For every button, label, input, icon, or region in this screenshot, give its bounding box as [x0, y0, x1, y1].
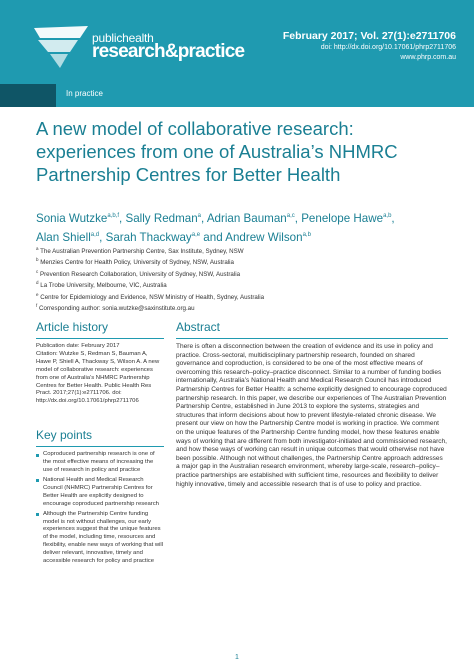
affiliation-item	[36, 291, 456, 302]
author-affil-sup: a,d	[90, 231, 100, 238]
right-column	[176, 320, 448, 489]
author-name: Adrian Bauman	[206, 211, 287, 225]
article-history-heading: Article history	[36, 320, 164, 339]
page-number: 1	[235, 654, 239, 661]
journal-logo-icon	[30, 22, 90, 70]
author-affil-sup: a,c	[286, 213, 295, 219]
issue-citation: February 2017; Vol. 27(1):e2711706	[282, 30, 456, 42]
affiliation-sup: d	[36, 280, 39, 286]
citation-block	[283, 30, 456, 63]
left-column	[36, 320, 164, 568]
section-tab-label: In practice	[66, 89, 103, 98]
affiliation-sup: e	[36, 291, 39, 297]
author-name: Andrew Wilson	[225, 230, 303, 244]
affiliation-item	[36, 256, 456, 267]
logo-text-line1: publichealth	[92, 31, 154, 45]
author-list	[36, 208, 456, 246]
author-separator: ,	[391, 211, 395, 225]
author-name: Alan Shiell	[36, 230, 91, 244]
affiliation-item	[36, 302, 456, 313]
affiliation-sup: a	[36, 246, 39, 251]
title-line: experiences from one of Australia’s NHMRC	[36, 141, 398, 162]
affiliation-sup: b	[36, 257, 39, 263]
article-title	[36, 117, 456, 186]
affiliation-text: Prevention Research Collaboration, University of Sydney, NSW, Australia	[39, 271, 241, 278]
key-point-item: Although the Partnership Centre funding model is not without challenges, our early experiences suggest that the unique features of the model, including time, resources and flexibility, enable new ways of working that will deliver relevant, innovative, timely and accessible research for policy and practice	[36, 511, 164, 566]
author-separator: and	[200, 230, 226, 244]
author-separator: ,	[119, 211, 126, 225]
doi-link[interactable]: doi: http://dx.doi.org/10.17061/phrp2711706	[320, 44, 456, 51]
affiliation-sup: f	[36, 303, 38, 309]
abstract-text: There is often a disconnection between the creation of evidence and its use in policy and practice. Cross-sectoral, multidisciplinary partnership research, founded on shared governance and coproduction, is considered to be one of the most effective means of overcoming this research–policy–practice disconnect. Similar to a number of funding bodies internationally, Australia’s National Health and Medical Research Council has introduced Partnership Centres for Better Health: a scheme explicitly designed to encourage coproduced partnership research. In this paper, we describe our experiences of The Australian Prevention Partnership Centre, established in June 2013 to explore the systems, strategies and structures that inform decisions about how to prevent lifestyle-related chronic disease. We present our view on how the Partnership Centre model is working in practice. We comment on the unique features of the Partnership Centre funding model, how these features enable ways of working that are different from both investigator-initiated and commissioned research, and how these ways of working can result in unique outcomes that would otherwise not have been possible. Although not without challenges, the Partnership Centre approach addresses a major gap in the Australian research environment, whereby large-scale, research–policy–practice partnerships are established with sufficient time, resources and flexibility to deliver highly innovative, timely and accessible research that is of use to policy and practice.	[176, 343, 447, 488]
key-point-item: National Health and Medical Research Council (NHMRC) Partnership Centres for Better Health are explicitly designed to encourage coproduced partnership research	[36, 477, 164, 509]
author-affil-sup: a,b	[383, 213, 392, 219]
author-separator: ,	[99, 230, 106, 244]
author-separator: ,	[294, 211, 302, 225]
affiliation-item	[36, 245, 456, 256]
journal-logo	[30, 22, 245, 72]
affiliation-sup: c	[36, 268, 39, 274]
author-affil-sup: a	[197, 213, 201, 219]
affiliation-text: Menzies Centre for Health Policy, University of Sydney, NSW, Australia	[40, 259, 234, 267]
author-affil-sup: a,b,f	[107, 213, 120, 219]
website-link[interactable]: www.phrp.com.au	[400, 54, 456, 61]
key-points-heading: Key points	[36, 428, 164, 447]
affiliation-item	[36, 268, 456, 279]
author-separator: ,	[201, 211, 207, 225]
affiliation-text: The Australian Prevention Partnership Centre, Sax Institute, Sydney, NSW	[40, 248, 244, 256]
author-name: Sonia Wutzke	[36, 211, 108, 225]
author-affil-sup: a,e	[191, 231, 201, 238]
title-line: Partnership Centres for Better Health	[36, 164, 341, 185]
key-point-item: Coproduced partnership research is one of the most effective means of increasing the use of research in policy and practice	[36, 451, 164, 475]
section-tab	[56, 84, 474, 107]
article-citation: Citation: Wutzke S, Redman S, Bauman A, Hawe P, Shiell A, Thackway S, Wilson A. A new model of collaborative research: experiences from one of Australia’s NHMRC Partnership Centres for Better Health. Public Health Res Pract. 2017;27(1):e2711706. doi: http://dx.doi.org/10.17061/phrp2711706	[36, 350, 160, 405]
corresponding-author[interactable]: Corresponding author: sonia.wutzke@saxinstitute.org.au	[39, 305, 195, 313]
author-affil-sup: a,b	[302, 231, 311, 238]
affiliations	[36, 245, 456, 314]
key-points-list	[36, 451, 164, 566]
affiliation-text: Centre for Epidemiology and Evidence, NSW Ministry of Health, Sydney, Australia	[40, 293, 265, 301]
author-name: Sally Redman	[125, 211, 198, 225]
journal-header	[0, 0, 474, 84]
publication-date: Publication date: February 2017	[36, 343, 120, 349]
affiliation-text: La Trobe University, Melbourne, VIC, Australia	[40, 282, 167, 290]
abstract-heading: Abstract	[176, 320, 448, 339]
author-name: Sarah Thackway	[105, 230, 192, 244]
title-line: A new model of collaborative research:	[36, 118, 354, 139]
affiliation-item	[36, 279, 456, 290]
logo-text-line2: research&practice	[92, 41, 245, 62]
author-name: Penelope Hawe	[301, 211, 384, 225]
